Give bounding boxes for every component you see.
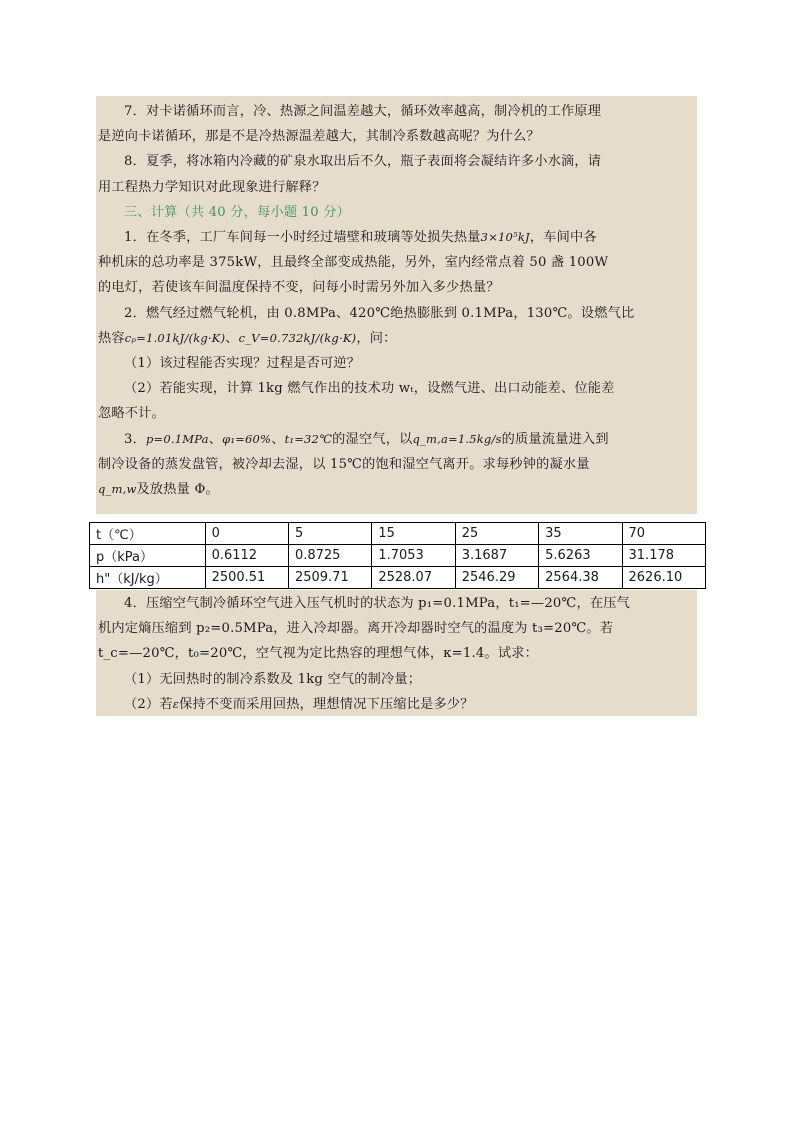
q2-line-1: 2．燃气经过燃气轮机，由 0.8MPa、420℃绝热膨胀到 0.1MPa，130℃。设燃气比	[124, 305, 635, 321]
table-cell: 25	[455, 523, 538, 545]
q1-heat-loss-math: 3×10⁵kJ	[480, 230, 530, 245]
table-cell: 2564.38	[539, 567, 622, 589]
q4-sub-1: （1）无回热时的制冷系数及 1kg 空气的制冷量；	[124, 671, 422, 687]
table-cell: 15	[372, 523, 455, 545]
q8-line-2: 用工程热力学知识对此现象进行解释？	[98, 179, 326, 195]
table-cell: 5	[288, 523, 371, 545]
q3-text-b: 的湿空气，以	[332, 431, 413, 447]
q2-sub-2-cont: 忽略不计。	[98, 406, 165, 422]
q3-flow-math: q_m,a=1.5kg/s	[412, 431, 502, 446]
q7-line-1: 7．对卡诺循环而言，冷、热源之间温差越大，循环效率越高，制冷机的工作原理	[124, 104, 602, 119]
q2-text-b: ，问：	[356, 330, 397, 346]
table-cell: 1.7053	[372, 545, 455, 567]
q1-line-2: 种机床的总功率是 375kW，且最终全部变成热能，另外，室内经常点着 50 盏 100W	[98, 255, 609, 271]
q4-sub-2	[98, 692, 691, 717]
table-cell: 0	[205, 523, 288, 545]
q3-humidity-math: φ₁=60%	[222, 431, 272, 446]
table-cell: 2626.10	[622, 567, 705, 589]
q3-pressure-math: p=0.1MPa	[145, 431, 209, 446]
q4-sub-2-a: （2）若	[124, 696, 173, 712]
table-row	[90, 567, 706, 589]
q7-line-2: 是逆向卡诺循环，那是不是冷热源温差越大，其制冷系数越高呢？为什么？	[98, 129, 540, 145]
table-cell: 2528.07	[372, 567, 455, 589]
q2-separator: 、	[225, 330, 239, 346]
q1-line-1	[98, 225, 691, 250]
q3-sep-1: 、	[208, 431, 223, 447]
q3-line-1	[98, 427, 691, 452]
q2-sub-2: （2）若能实现，计算 1kg 燃气作出的技术功 wₜ，设燃气进、出口动能差、位能差	[124, 381, 615, 397]
table-cell: 2500.51	[205, 567, 288, 589]
q3-line-2: 制冷设备的蒸发盘管，被冷却去湿，以 15℃的饱和湿空气离开。求每秒钟的凝水量	[98, 456, 590, 472]
q1-line-3: 的电灯，若使该车间温度保持不变，问每小时需另外加入多少热量？	[98, 280, 500, 296]
q3-temp-math: t₁=32℃	[284, 431, 333, 446]
q3-number: 3．	[124, 431, 146, 447]
table-row	[90, 545, 706, 567]
q1-text-b: ，车间中各	[529, 230, 597, 246]
q2-text-a: 热容	[98, 330, 125, 346]
question-block-1	[96, 96, 697, 514]
table-cell: 70	[622, 523, 705, 545]
table-cell: 35	[539, 523, 622, 545]
table-cell: 0.8725	[288, 545, 371, 567]
table-header-h: h"（kJ/kg）	[90, 567, 206, 589]
q4-line-2: 机内定熵压缩到 p₂=0.5MPa，进入冷却器。离开冷却器时空气的温度为 t₃=20℃。若	[98, 621, 614, 637]
section-heading: 三、计算（共 40 分，每小题 10 分）	[124, 204, 350, 220]
q2-sub-1: （1）该过程能否实现？过程是否可逆？	[124, 356, 361, 372]
q4-line-1: 4．压缩空气制冷循环空气进入压气机时的状态为 p₁=0.1MPa，t₁=—20℃，在压气	[124, 596, 631, 611]
table-row	[90, 523, 706, 545]
q1-text-a: 1．在冬季，工厂车间每一小时经过墙壁和玻璃等处损失热量	[124, 230, 481, 246]
q2-line-2	[98, 326, 691, 351]
table-cell: 2546.29	[455, 567, 538, 589]
table-cell: 31.178	[622, 545, 705, 567]
table-cell: 3.1687	[455, 545, 538, 567]
table-cell: 2509.71	[288, 567, 371, 589]
q3-text-c: 的质量流量进入到	[501, 431, 609, 447]
q2-cv-math: c_V=0.732kJ/(kg·K)	[238, 330, 357, 345]
table-header-t: t（℃）	[90, 523, 206, 545]
q4-sub-2-b: 保持不变而采用回热，理想情况下压缩比是多少？	[179, 696, 474, 712]
saturation-table	[89, 522, 706, 589]
q4-line-3: t_c=—20℃，t₀=20℃，空气视为定比热容的理想气体，κ=1.4。试求：	[98, 646, 539, 662]
q2-cp-math: cₚ=1.01kJ/(kg·K)	[124, 330, 226, 345]
question-block-2	[96, 590, 697, 716]
table-cell: 0.6112	[205, 545, 288, 567]
q8-line-1: 8．夏季，将冰箱内冷藏的矿泉水取出后不久，瓶子表面将会凝结许多小水滴，请	[124, 154, 602, 170]
table-cell: 5.6263	[539, 545, 622, 567]
q3-sep-2: 、	[271, 431, 285, 447]
q4-epsilon-math: ε	[172, 696, 180, 711]
q3-line-3	[98, 477, 691, 502]
q3-condensate-math: q_m,w	[98, 482, 137, 497]
table-header-p: p（kPa）	[90, 545, 206, 567]
q3-text-d: 及放热量 Φ。	[136, 482, 219, 498]
